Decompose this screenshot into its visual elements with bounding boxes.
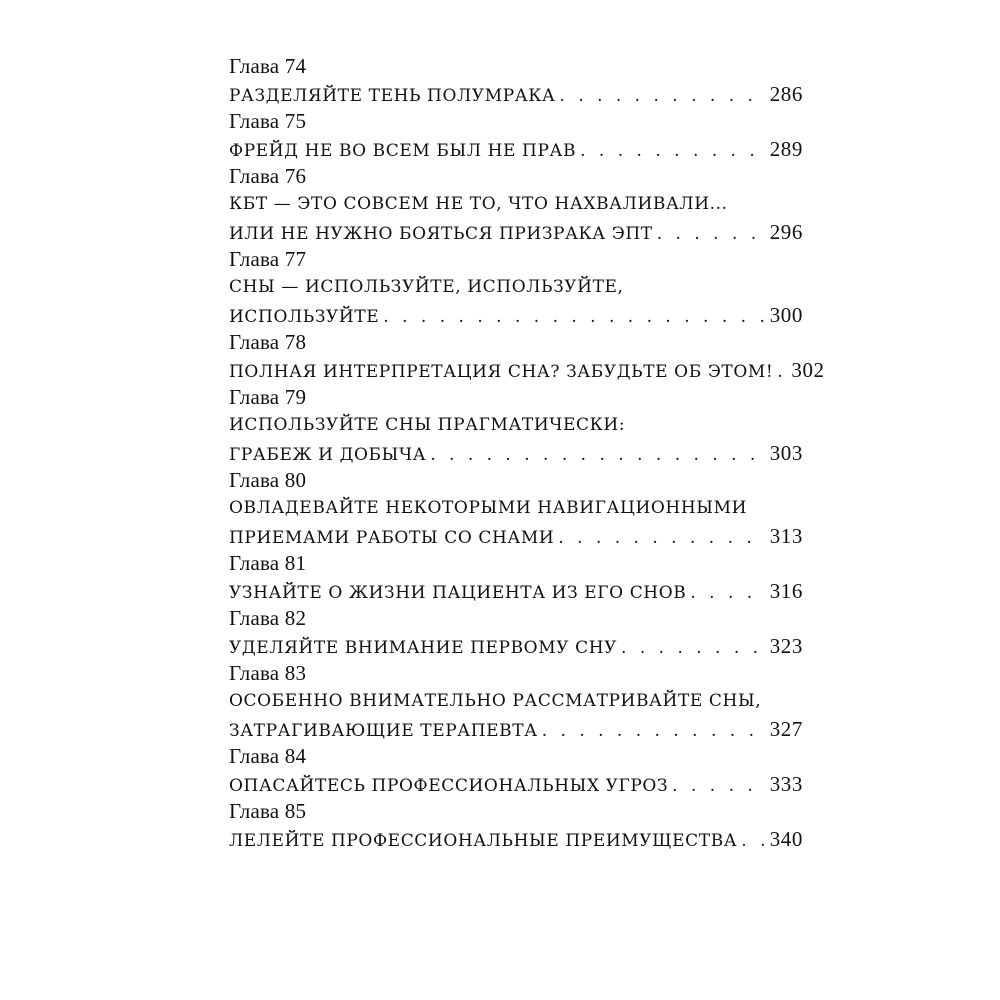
toc-entry-75 — [229, 108, 803, 163]
chapter-title-line — [229, 632, 803, 660]
chapter-title-line: ИСПОЛЬЗУЙТЕ СНЫ ПРАГМАТИЧЕСКИ: — [229, 415, 626, 435]
toc-entry-79 — [229, 384, 803, 467]
toc-entry-76 — [229, 163, 803, 246]
chapter-title: УДЕЛЯЙТЕ ВНИМАНИЕ ПЕРВОМУ СНУ — [229, 638, 618, 658]
chapter-label: Глава 85 — [229, 799, 307, 823]
chapter-title: ЗАТРАГИВАЮЩИЕ ТЕРАПЕВТА — [229, 721, 538, 741]
page-number: 303 — [769, 441, 803, 465]
chapter-title: ЛЕЛЕЙТЕ ПРОФЕССИОНАЛЬНЫЕ ПРЕИМУЩЕСТВА — [229, 831, 738, 851]
dot-leader — [621, 634, 766, 662]
toc-entry-80 — [229, 467, 803, 550]
chapter-title: ГРАБЕЖ И ДОБЫЧА — [229, 445, 427, 465]
chapter-label: Глава 77 — [229, 247, 307, 271]
toc-entry-77 — [229, 246, 803, 329]
table-of-contents — [229, 53, 825, 853]
chapter-title-line: ОСОБЕННО ВНИМАТЕЛЬНО РАССМАТРИВАЙТЕ СНЫ, — [229, 691, 762, 711]
chapter-label: Глава 79 — [229, 385, 307, 409]
page-number: 296 — [769, 220, 803, 244]
page-number: 323 — [769, 634, 803, 658]
chapter-label: Глава 76 — [229, 164, 307, 188]
page-number: 313 — [769, 524, 803, 548]
toc-entry-82 — [229, 605, 803, 660]
chapter-title: ПРИЕМАМИ РАБОТЫ СО СНАМИ — [229, 528, 555, 548]
dot-leader — [741, 827, 765, 855]
chapter-label: Глава 75 — [229, 109, 307, 133]
chapter-title-line — [229, 218, 803, 246]
chapter-title-line — [229, 522, 803, 550]
chapter-title-line — [229, 770, 803, 798]
page-number: 286 — [769, 82, 803, 106]
chapter-title-line — [229, 80, 803, 108]
toc-entry-83 — [229, 660, 803, 743]
chapter-title: ФРЕЙД НЕ ВО ВСЕМ БЫЛ НЕ ПРАВ — [229, 141, 577, 161]
dot-leader — [672, 772, 766, 800]
toc-entry-85 — [229, 798, 803, 853]
toc-entry-74 — [229, 53, 803, 108]
chapter-label: Глава 83 — [229, 661, 307, 685]
chapter-title-line: КБТ — ЭТО СОВСЕМ НЕ ТО, ЧТО НАХВАЛИВАЛИ... — [229, 194, 728, 214]
chapter-title-line — [229, 825, 803, 853]
chapter-label: Глава 80 — [229, 468, 307, 492]
chapter-title-line — [229, 715, 803, 743]
chapter-title-line: СНЫ — ИСПОЛЬЗУЙТЕ, ИСПОЛЬЗУЙТЕ, — [229, 277, 624, 297]
chapter-label: Глава 74 — [229, 54, 307, 78]
chapter-label: Глава 78 — [229, 330, 307, 354]
chapter-title: ИСПОЛЬЗУЙТЕ — [229, 307, 380, 327]
dot-leader — [383, 303, 765, 331]
chapter-label: Глава 81 — [229, 551, 307, 575]
chapter-label: Глава 84 — [229, 744, 307, 768]
chapter-title-line — [229, 301, 803, 329]
dot-leader — [559, 82, 765, 110]
chapter-label: Глава 82 — [229, 606, 307, 630]
chapter-title-line: ОВЛАДЕВАЙТЕ НЕКОТОРЫМИ НАВИГАЦИОННЫМИ — [229, 498, 748, 518]
page-number: 316 — [769, 579, 803, 603]
chapter-title-line — [229, 577, 803, 605]
toc-entry-84 — [229, 743, 803, 798]
toc-entry-78 — [229, 329, 825, 384]
page-number: 340 — [769, 827, 803, 851]
dot-leader — [657, 220, 766, 248]
page-number: 289 — [769, 137, 803, 161]
page-number: 302 — [791, 358, 825, 382]
dot-leader — [430, 441, 765, 469]
chapter-title-line — [229, 439, 803, 467]
page-number: 300 — [769, 303, 803, 327]
dot-leader — [558, 524, 765, 552]
page-number: 327 — [769, 717, 803, 741]
chapter-title-line — [229, 356, 825, 384]
page-number: 333 — [769, 772, 803, 796]
dot-leader — [580, 137, 766, 165]
chapter-title: ПОЛНАЯ ИНТЕРПРЕТАЦИЯ СНА? ЗАБУДЬТЕ ОБ ЭТОМ! — [229, 362, 774, 382]
dot-leader — [777, 358, 787, 386]
toc-entry-81 — [229, 550, 803, 605]
chapter-title: РАЗДЕЛЯЙТЕ ТЕНЬ ПОЛУМРАКА — [229, 86, 556, 106]
chapter-title: ИЛИ НЕ НУЖНО БОЯТЬСЯ ПРИЗРАКА ЭПТ — [229, 224, 653, 244]
chapter-title: УЗНАЙТЕ О ЖИЗНИ ПАЦИЕНТА ИЗ ЕГО СНОВ — [229, 583, 687, 603]
chapter-title: ОПАСАЙТЕСЬ ПРОФЕССИОНАЛЬНЫХ УГРОЗ — [229, 776, 669, 796]
dot-leader — [542, 717, 766, 745]
chapter-title-line — [229, 135, 803, 163]
dot-leader — [690, 579, 765, 607]
